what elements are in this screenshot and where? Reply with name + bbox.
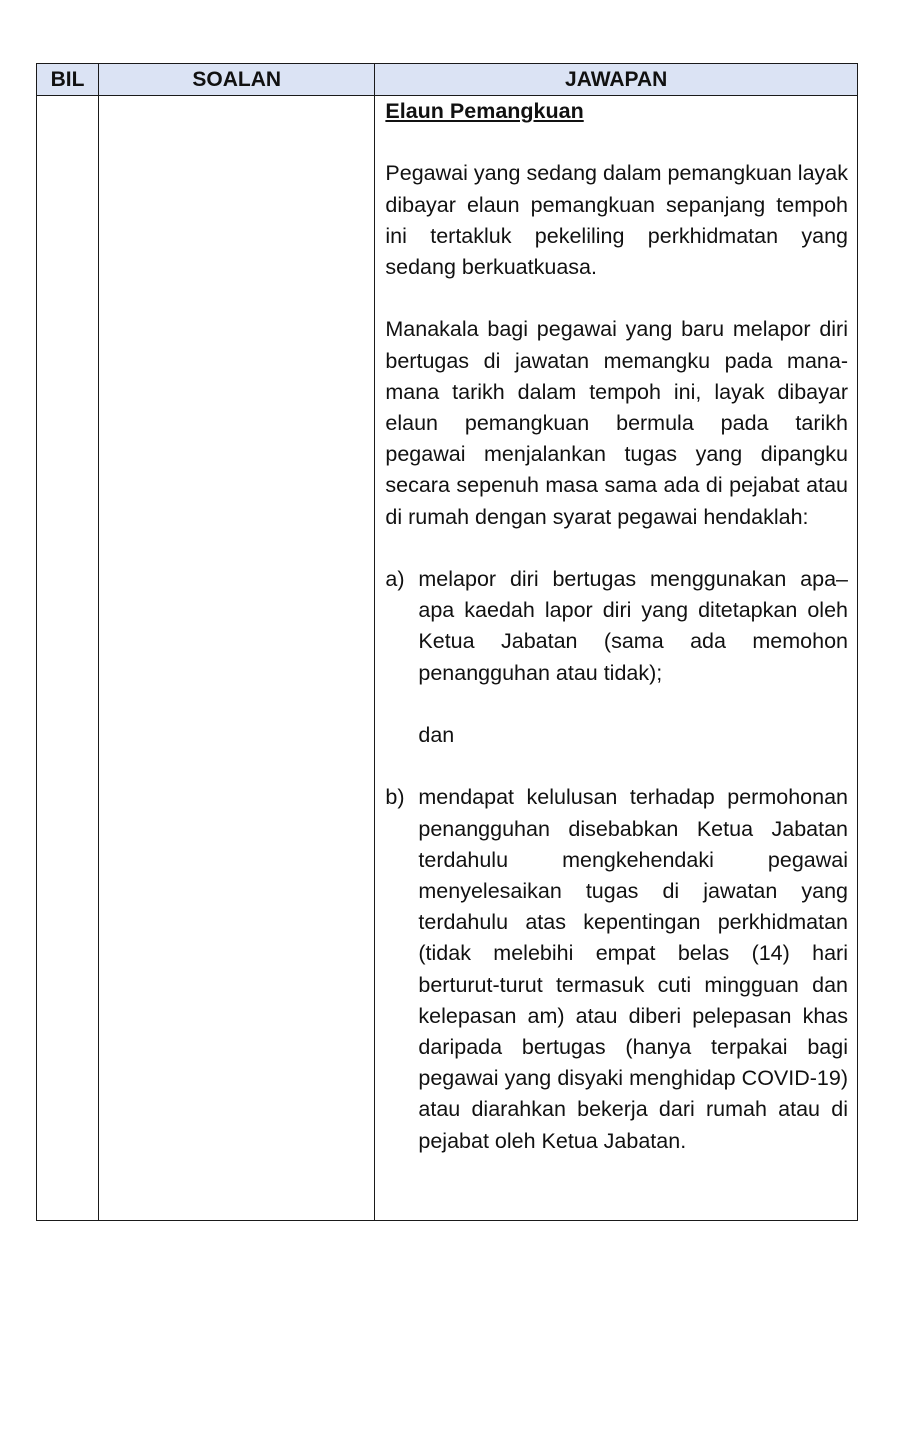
list-item-a — [385, 564, 848, 689]
answer-paragraph-2: Manakala bagi pegawai yang baru melapor diri bertugas di jawatan memangku pada mana-mana tarikh dalam tempoh ini, layak dibayar elaun pemangkuan bermula pada tarikh pegawai menjalankan tugas yang dipangku secara sepenuh masa sama ada di pejabat atau di rumah dengan syarat pegawai hendaklah: — [385, 317, 848, 529]
answer-heading: Elaun Pemangkuan — [385, 99, 584, 123]
list-marker-b: b) — [385, 785, 405, 810]
list-marker-a: a) — [385, 567, 405, 591]
header-jawapan: JAWAPAN — [375, 64, 858, 96]
cell-jawapan — [375, 96, 858, 1221]
header-bil: BIL — [37, 64, 99, 96]
answer-paragraph-1: Pegawai yang sedang dalam pemangkuan layak dibayar elaun pemangkuan sepanjang tempoh ini tertakluk pekeliling perkhidmatan yang sedang berkuatkuasa. — [385, 161, 848, 279]
header-soalan: SOALAN — [99, 64, 375, 96]
list-item-b — [385, 782, 848, 1156]
cell-soalan — [99, 96, 375, 1221]
cell-bil — [37, 96, 99, 1221]
table-header-row — [37, 64, 858, 96]
list-text-a: melapor diri bertugas menggunakan apa–apa kaedah lapor diri yang ditetapkan oleh Ketua Jabatan (sama ada memohon penangguhan atau tidak); — [418, 567, 848, 685]
list-text-b: mendapat kelulusan terhadap permohonan penangguhan disebabkan Ketua Jabatan terdahulu mengkehendaki pegawai menyelesaikan tugas di jawatan yang terdahulu atas kepentingan perkhidmatan (tidak melebihi empat belas (14) hari berturut-turut termasuk cuti mingguan dan kelepasan am) atau diberi pelepasan khas daripada bertugas (hanya terpakai bagi pegawai yang disyaki menghidap COVID-19) atau diarahkan bekerja dari rumah atau di pejabat oleh Ketua Jabatan. — [418, 785, 848, 1153]
answer-content — [375, 96, 857, 1157]
list-connector: dan — [418, 723, 455, 747]
table-row — [37, 96, 858, 1221]
faq-table — [36, 63, 858, 1221]
